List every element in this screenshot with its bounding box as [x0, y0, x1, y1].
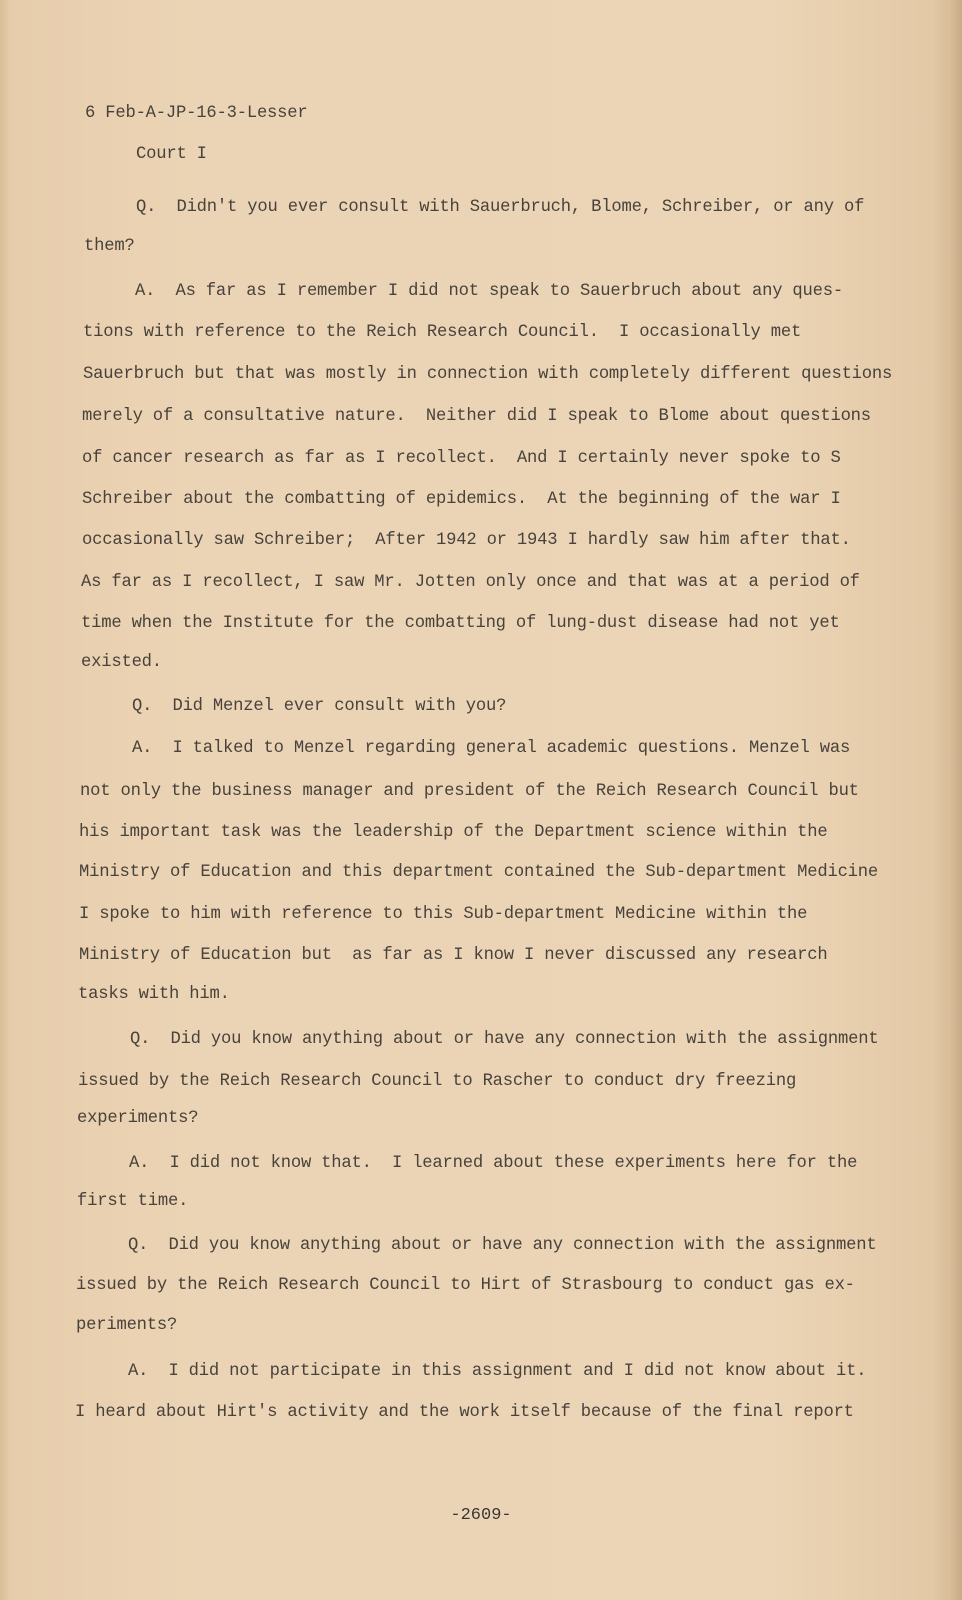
transcript-line: issued by the Reich Research Council to Hirt of Strasbourg to conduct gas ex- — [76, 1276, 855, 1295]
transcript-line: them? — [84, 237, 135, 256]
transcript-line: tions with reference to the Reich Research Council. I occasionally met — [83, 323, 802, 342]
transcript-line: Q. Did you know anything about or have any connection with the assignment — [130, 1030, 879, 1049]
transcript-line: issued by the Reich Research Council to Rascher to conduct dry freezing — [78, 1072, 797, 1091]
document-header: 6 Feb-A-JP-16-3-Lesser — [85, 104, 308, 123]
transcript-line: tasks with him. — [78, 985, 230, 1004]
transcript-line: occasionally saw Schreiber; After 1942 or 1943 I hardly saw him after that. — [82, 531, 851, 550]
transcript-line: not only the business manager and president of the Reich Research Council but — [80, 782, 859, 801]
transcript-line: Ministry of Education but as far as I know I never discussed any research — [79, 946, 828, 965]
transcript-line: Sauerbruch but that was mostly in connection with completely different questions — [83, 365, 893, 384]
transcript-line: A. I did not participate in this assignment and I did not know about it. — [128, 1362, 867, 1381]
transcript-line: A. I did not know that. I learned about these experiments here for the — [129, 1154, 858, 1173]
transcript-line: periments? — [76, 1316, 178, 1335]
transcript-line: of cancer research as far as I recollect. And I certainly never spoke to S — [82, 449, 841, 468]
paper-right-edge — [948, 0, 962, 1600]
transcript-line: existed. — [81, 653, 162, 672]
paper-left-edge — [0, 0, 10, 1600]
transcript-line: As far as I recollect, I saw Mr. Jotten only once and that was at a period of — [81, 573, 860, 592]
court-label: Court I — [136, 145, 207, 164]
transcript-line: Q. Did you know anything about or have any connection with the assignment — [128, 1236, 877, 1255]
transcript-line: Schreiber about the combatting of epidemics. At the beginning of the war I — [82, 490, 841, 509]
transcript-line: A. As far as I remember I did not speak to Sauerbruch about any ques- — [135, 282, 843, 301]
transcript-line: experiments? — [77, 1109, 199, 1128]
transcript-line: time when the Institute for the combatting of lung-dust disease had not yet — [81, 614, 840, 633]
transcript-line: I spoke to him with reference to this Sub-department Medicine within the — [79, 905, 808, 924]
page-number: -2609- — [450, 1506, 512, 1525]
transcript-line: I heard about Hirt's activity and the work itself because of the final report — [75, 1403, 854, 1422]
transcript-line: A. I talked to Menzel regarding general academic questions. Menzel was — [132, 739, 851, 758]
transcript-line: his important task was the leadership of the Department science within the — [79, 823, 828, 842]
transcript-line: merely of a consultative nature. Neither did I speak to Blome about questions — [82, 407, 871, 426]
transcript-line: Q. Did Menzel ever consult with you? — [132, 697, 507, 716]
transcript-line: Q. Didn't you ever consult with Sauerbruch, Blome, Schreiber, or any of — [136, 198, 865, 217]
transcript-line: first time. — [77, 1192, 189, 1211]
transcript-line: Ministry of Education and this department contained the Sub-department Medicine — [79, 863, 879, 882]
